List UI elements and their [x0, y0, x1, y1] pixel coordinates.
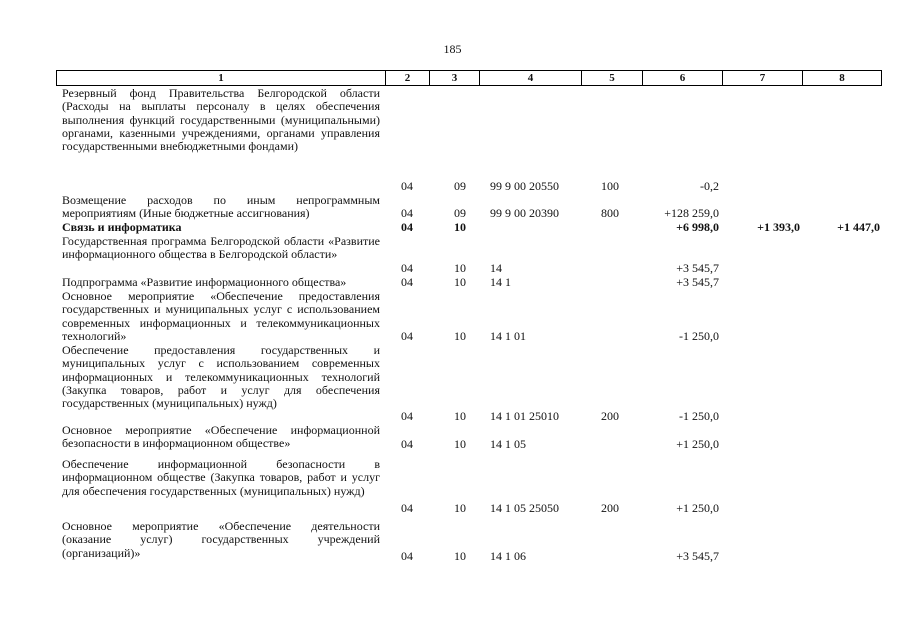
cell-target-article: 14 1 01 — [490, 329, 526, 343]
table-row — [56, 235, 882, 276]
table-row — [56, 344, 882, 424]
cell-section: 04 — [401, 437, 413, 451]
cell-amount-6: -1 250,0 — [679, 409, 719, 423]
cell-expense-type: 100 — [601, 179, 619, 193]
cell-subsection: 10 — [454, 437, 466, 451]
header-col-8: 8 — [839, 72, 845, 84]
table-row — [56, 87, 882, 194]
cell-subsection: 10 — [454, 409, 466, 423]
cell-section: 04 — [401, 501, 413, 515]
cell-section: 04 — [401, 179, 413, 193]
row-name: Возмещение расходов по иным непрограммным мероприятиям (Иные бюджетные ассигнования) — [62, 193, 380, 221]
cell-amount-6: +6 998,0 — [676, 220, 719, 234]
row-name: Основное мероприятие «Обеспечение деятельности (оказание услуг) государственных учреждений (организаций)» — [62, 519, 380, 560]
cell-amount-7: +1 393,0 — [757, 220, 800, 234]
cell-subsection: 10 — [454, 549, 466, 563]
table-row — [56, 424, 882, 458]
cell-target-article: 14 1 — [490, 275, 511, 289]
cell-expense-type: 200 — [601, 501, 619, 515]
cell-subsection: 10 — [454, 329, 466, 343]
row-name: Связь и информатика — [62, 220, 182, 234]
header-col-5: 5 — [582, 71, 643, 85]
cell-amount-6: +1 250,0 — [676, 501, 719, 515]
cell-amount-6: +3 545,7 — [676, 275, 719, 289]
cell-section: 04 — [401, 409, 413, 423]
table-body — [56, 87, 882, 570]
cell-target-article: 99 9 00 20390 — [490, 206, 559, 220]
header-col-7: 7 — [723, 71, 803, 85]
row-name: Обеспечение предоставления государственных и муниципальных услуг с использованием современных информационных и телекоммуникационных технологий (Закупка товаров, работ и услуг для обеспечения государственных (муниципальных) нужд) — [62, 343, 380, 411]
header-col-6: 6 — [643, 71, 723, 85]
cell-subsection: 10 — [454, 261, 466, 275]
table-row — [56, 276, 882, 290]
cell-target-article: 14 1 06 — [490, 549, 526, 563]
cell-amount-6: +3 545,7 — [676, 261, 719, 275]
row-name: Основное мероприятие «Обеспечение информационной безопасности в информационном обществе» — [62, 423, 380, 451]
cell-amount-6: +128 259,0 — [664, 206, 719, 220]
header-col-1: 1 — [57, 71, 386, 85]
header-col-2: 2 — [386, 71, 430, 85]
cell-expense-type: 800 — [601, 206, 619, 220]
row-name: Резервный фонд Правительства Белгородской области (Расходы на выплаты персоналу в целях обеспечения выполнения функций государственными (муниципальными) органами, казенными учреждениями, органами управления государственными внебюджетными фондами) — [62, 86, 380, 154]
table-row — [56, 458, 882, 520]
cell-section: 04 — [401, 329, 413, 343]
cell-target-article: 14 1 05 25050 — [490, 501, 559, 515]
cell-amount-6: +3 545,7 — [676, 549, 719, 563]
cell-amount-6: -0,2 — [700, 179, 719, 193]
row-name: Государственная программа Белгородской области «Развитие информационного общества в Белгородской области» — [62, 234, 380, 262]
cell-section: 04 — [401, 220, 413, 234]
table-row — [56, 194, 882, 221]
page-number: 185 — [443, 42, 462, 56]
cell-target-article: 14 — [490, 261, 502, 275]
cell-amount-8: +1 447,0 — [837, 220, 880, 234]
cell-subsection: 10 — [454, 275, 466, 289]
cell-section: 04 — [401, 275, 413, 289]
cell-target-article: 14 1 01 25010 — [490, 409, 559, 423]
cell-target-article: 14 1 05 — [490, 437, 526, 451]
table-row — [56, 290, 882, 344]
cell-target-article: 99 9 00 20550 — [490, 179, 559, 193]
cell-subsection: 09 — [454, 206, 466, 220]
header-col-3: 3 — [430, 71, 480, 85]
table-row — [56, 520, 882, 570]
cell-expense-type: 200 — [601, 409, 619, 423]
cell-subsection: 10 — [454, 501, 466, 515]
cell-subsection: 09 — [454, 179, 466, 193]
table-row — [56, 221, 882, 235]
cell-section: 04 — [401, 206, 413, 220]
header-col-4: 4 — [480, 71, 582, 85]
row-name: Подпрограмма «Развитие информационного общества» — [62, 275, 347, 289]
row-name: Обеспечение информационной безопасности в информационном обществе (Закупка товаров, работ и услуг для обеспечения государственных (муниципальных) нужд) — [62, 457, 380, 498]
budget-table — [56, 70, 882, 570]
cell-section: 04 — [401, 549, 413, 563]
table-header — [56, 70, 882, 86]
row-name: Основное мероприятие «Обеспечение предоставления государственных и муниципальных услуг с использованием современных информационных и телекоммуникационных технологий» — [62, 289, 380, 343]
cell-section: 04 — [401, 261, 413, 275]
cell-amount-6: +1 250,0 — [676, 437, 719, 451]
cell-subsection: 10 — [454, 220, 466, 234]
cell-amount-6: -1 250,0 — [679, 329, 719, 343]
